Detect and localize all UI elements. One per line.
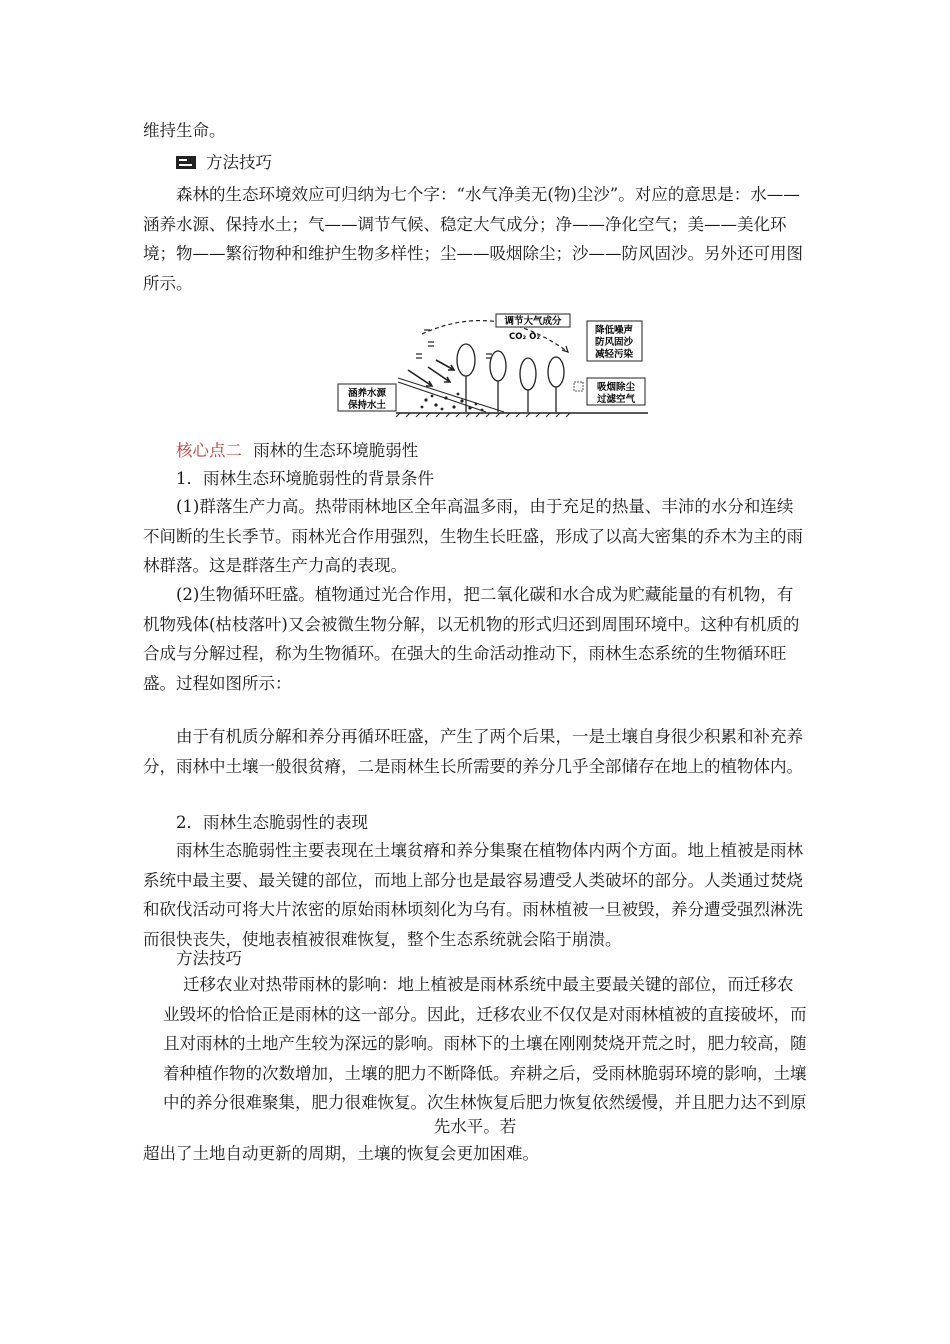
label-right-bottom-2: 过滤空气 <box>596 394 636 405</box>
water-arrows <box>408 360 454 386</box>
forest-effect-paragraph: 森林的生态环境效应可归纳为七个字：“水气净美无(物)尘沙”。对应的意思是：水——涵养水源、保持水土；气——调节气候、稳定大气成分；净——净化空气；美——美化环境；物——繁衍物种和维护生物多样性；尘——吸烟除尘；沙——防风固沙。另外还可用图所示。 <box>143 185 803 293</box>
method-heading-1 <box>176 152 272 174</box>
core-point-label: 核心点二 <box>176 441 242 460</box>
section1-title: 1．雨林生态环境脆弱性的背景条件 <box>176 469 434 488</box>
centered-line: 先水平。若 <box>433 1117 517 1136</box>
top-line: 维持生命。 <box>143 121 226 140</box>
method-icon <box>176 156 196 169</box>
productivity-paragraph: (1)群落生产力高。热带雨林地区全年高温多雨，由于充足的热量、丰沛的水分和连续不间断的生长季节。雨林光合作用强烈，生物生长旺盛，形成了以高大密集的乔木为主的雨林群落。这是群落生产力高的表现。 <box>143 497 803 575</box>
label-left-2: 保持水土 <box>347 400 387 411</box>
label-right-bottom-1: 吸烟除尘 <box>596 382 636 393</box>
last-line: 超出了土地自动更新的周期，土壤的恢复会更加困难。 <box>143 1144 539 1163</box>
dust-filter-icon <box>574 382 583 391</box>
label-co2o2: CO₂ O₂ <box>509 332 541 342</box>
shifting-agriculture-paragraph: 迁移农业对热带雨林的影响：地上植被是雨林系统中最主要最关键的部位，而迁移农业毁坏的恰恰正是雨林的这一部分。因此，迁移农业不仅仅是对雨林植被的直接破坏，而且对雨林的土地产生较为深远的影响。雨林下的土壤在刚刚焚烧开荒之时，肥力较高，随着种植作物的次数增加，土壤的肥力不断降低。弃耕之后，受雨林脆弱环境的影响，土壤中的养分很难聚集，肥力很难恢复。次生林恢复后肥力恢复依然缓慢，并且肥力达不到原 <box>163 975 807 1112</box>
fragility-paragraph: 雨林生态脆弱性主要表现在土壤贫瘠和养分集聚在植物体内两个方面。地上植被是雨林系统中最主要、最关键的部位，而地上部分也是最容易遭受人类破坏的部分。人类通过焚烧和砍伐活动可将大片浓密的原始雨林顷刻化为乌有。雨林植被一旦被毁，养分遭受强烈淋洗而很快丧失，使地表植被很难恢复，整个生态系统就会陷于崩溃。 <box>143 841 803 949</box>
forest-effect-diagram <box>336 312 650 418</box>
method-label: 方法技巧 <box>206 153 272 172</box>
label-right-top-2: 防风固沙 <box>594 337 634 348</box>
label-right-top-3: 减轻污染 <box>594 349 634 360</box>
label-right-top-1: 降低噪声 <box>594 325 634 336</box>
cycle-paragraph: (2)生物循环旺盛。植物通过光合作用，把二氧化碳和水合成为贮藏能量的有机物，有机物残体(枯枝落叶)又会被微生物分解，以无机物的形式归还到周围环境中。这种有机质的合成与分解过程，称为生物循环。在强大的生命活动推动下，雨林生态系统的生物循环旺盛。过程如图所示： <box>143 585 800 693</box>
label-top: 调节大气成分 <box>504 316 562 327</box>
slope-line <box>398 378 504 412</box>
core-point-heading <box>176 440 418 462</box>
label-left-1: 涵养水源 <box>347 388 387 399</box>
wind-dashes <box>416 330 492 358</box>
method-heading-2: 方法技巧 <box>176 949 242 968</box>
core-point-title: 雨林的生态环境脆弱性 <box>253 441 419 460</box>
slope-line-lower <box>398 382 486 412</box>
consequence-paragraph: 由于有机质分解和养分再循环旺盛，产生了两个后果，一是土壤自身很少积累和补充养分，雨林中土壤一般很贫瘠，二是雨林生长所需要的养分几乎全部储存在地上的植物体内。 <box>143 727 803 776</box>
section2-title: 2．雨林生态脆弱性的表现 <box>176 813 368 832</box>
